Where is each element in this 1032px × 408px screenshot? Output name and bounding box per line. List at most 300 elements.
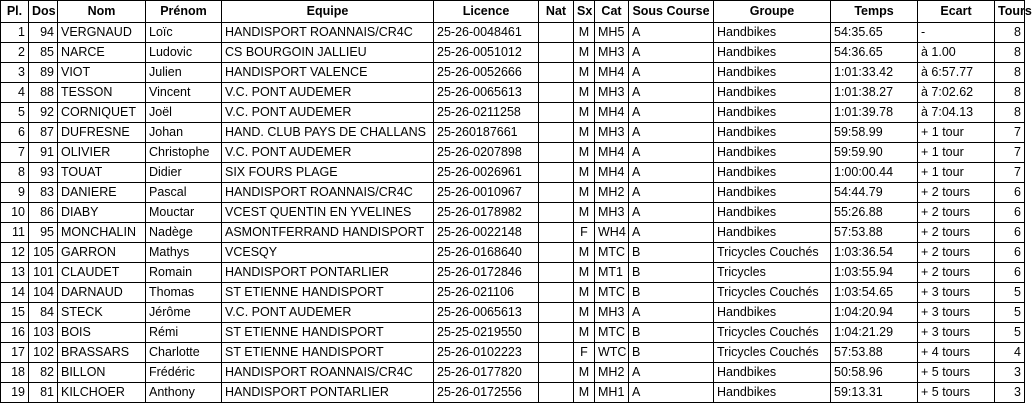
table-row (1, 343, 1025, 363)
cell-sx: M (574, 303, 595, 323)
cell-sous-course: A (629, 83, 714, 103)
cell-place: 4 (1, 83, 29, 103)
cell-ecart: + 2 tours (918, 263, 995, 283)
cell-nom: KILCHOER (58, 383, 146, 403)
cell-sx: M (574, 243, 595, 263)
table-row (1, 303, 1025, 323)
cell-prenom: Mathys (146, 243, 222, 263)
cell-groupe: Handbikes (714, 43, 831, 63)
cell-sous-course: A (629, 183, 714, 203)
cell-temps: 54:44.79 (831, 183, 918, 203)
cell-sous-course: A (629, 163, 714, 183)
cell-sous-course: A (629, 203, 714, 223)
cell-nat (539, 103, 574, 123)
cell-groupe: Handbikes (714, 183, 831, 203)
cell-licence: 25-26-0048461 (434, 23, 539, 43)
cell-licence: 25-26-0026961 (434, 163, 539, 183)
cell-groupe: Handbikes (714, 203, 831, 223)
cell-cat: WH4 (595, 223, 629, 243)
cell-dos: 87 (29, 123, 58, 143)
cell-tours: 6 (995, 183, 1025, 203)
cell-place: 6 (1, 123, 29, 143)
cell-place: 3 (1, 63, 29, 83)
cell-dos: 105 (29, 243, 58, 263)
cell-prenom: Nadège (146, 223, 222, 243)
cell-equipe: V.C. PONT AUDEMER (222, 143, 434, 163)
cell-temps: 59:13.31 (831, 383, 918, 403)
cell-equipe: HAND. CLUB PAYS DE CHALLANS (222, 123, 434, 143)
cell-cat: MH3 (595, 43, 629, 63)
cell-nat (539, 23, 574, 43)
cell-place: 18 (1, 363, 29, 383)
results-body (1, 23, 1025, 403)
cell-dos: 104 (29, 283, 58, 303)
cell-tours: 7 (995, 143, 1025, 163)
cell-ecart: + 3 tours (918, 283, 995, 303)
cell-cat: MTC (595, 283, 629, 303)
cell-ecart: + 2 tours (918, 183, 995, 203)
cell-sous-course: A (629, 23, 714, 43)
cell-temps: 1:04:20.94 (831, 303, 918, 323)
cell-ecart: + 2 tours (918, 223, 995, 243)
cell-nat (539, 163, 574, 183)
cell-nom: CORNIQUET (58, 103, 146, 123)
cell-groupe: Tricycles Couchés (714, 343, 831, 363)
cell-ecart: + 1 tour (918, 143, 995, 163)
col-header-sous-course: Sous Course (629, 1, 714, 23)
cell-tours: 8 (995, 43, 1025, 63)
cell-prenom: Rémi (146, 323, 222, 343)
cell-place: 9 (1, 183, 29, 203)
cell-sous-course: A (629, 143, 714, 163)
cell-tours: 5 (995, 283, 1025, 303)
table-row (1, 63, 1025, 83)
cell-equipe: HANDISPORT VALENCE (222, 63, 434, 83)
table-row (1, 183, 1025, 203)
cell-place: 17 (1, 343, 29, 363)
cell-prenom: Vincent (146, 83, 222, 103)
cell-ecart: à 1.00 (918, 43, 995, 63)
cell-licence: 25-26-0172556 (434, 383, 539, 403)
cell-prenom: Loïc (146, 23, 222, 43)
cell-ecart: à 7:04.13 (918, 103, 995, 123)
cell-dos: 94 (29, 23, 58, 43)
cell-prenom: Didier (146, 163, 222, 183)
cell-groupe: Handbikes (714, 123, 831, 143)
cell-cat: MH4 (595, 63, 629, 83)
cell-groupe: Handbikes (714, 83, 831, 103)
cell-licence: 25-26-0102223 (434, 343, 539, 363)
cell-sous-course: B (629, 283, 714, 303)
cell-groupe: Handbikes (714, 363, 831, 383)
cell-dos: 103 (29, 323, 58, 343)
cell-temps: 55:26.88 (831, 203, 918, 223)
cell-sous-course: B (629, 343, 714, 363)
cell-sous-course: B (629, 323, 714, 343)
cell-equipe: ST ETIENNE HANDISPORT (222, 343, 434, 363)
cell-prenom: Frédéric (146, 363, 222, 383)
cell-groupe: Handbikes (714, 223, 831, 243)
cell-tours: 5 (995, 323, 1025, 343)
cell-ecart: + 2 tours (918, 243, 995, 263)
table-row (1, 103, 1025, 123)
cell-dos: 95 (29, 223, 58, 243)
cell-equipe: SIX FOURS PLAGE (222, 163, 434, 183)
cell-equipe: V.C. PONT AUDEMER (222, 103, 434, 123)
col-header-temps: Temps (831, 1, 918, 23)
cell-nat (539, 243, 574, 263)
cell-ecart: + 2 tours (918, 203, 995, 223)
cell-equipe: V.C. PONT AUDEMER (222, 303, 434, 323)
cell-sx: M (574, 23, 595, 43)
cell-tours: 6 (995, 203, 1025, 223)
table-row (1, 243, 1025, 263)
cell-sx: M (574, 63, 595, 83)
col-header-dos: Dos (29, 1, 58, 23)
cell-prenom: Anthony (146, 383, 222, 403)
cell-sx: M (574, 123, 595, 143)
cell-tours: 8 (995, 23, 1025, 43)
cell-sous-course: A (629, 43, 714, 63)
cell-equipe: HANDISPORT ROANNAIS/CR4C (222, 183, 434, 203)
cell-ecart: à 7:02.62 (918, 83, 995, 103)
cell-dos: 101 (29, 263, 58, 283)
cell-dos: 85 (29, 43, 58, 63)
cell-sous-course: A (629, 103, 714, 123)
cell-nom: OLIVIER (58, 143, 146, 163)
cell-ecart: + 1 tour (918, 163, 995, 183)
cell-place: 2 (1, 43, 29, 63)
cell-nom: VERGNAUD (58, 23, 146, 43)
cell-sx: M (574, 103, 595, 123)
cell-temps: 1:01:39.78 (831, 103, 918, 123)
cell-ecart: + 4 tours (918, 343, 995, 363)
cell-nat (539, 63, 574, 83)
cell-prenom: Romain (146, 263, 222, 283)
cell-nat (539, 343, 574, 363)
cell-dos: 81 (29, 383, 58, 403)
cell-tours: 5 (995, 303, 1025, 323)
cell-nom: CLAUDET (58, 263, 146, 283)
cell-nat (539, 83, 574, 103)
cell-place: 12 (1, 243, 29, 263)
cell-equipe: ST ETIENNE HANDISPORT (222, 323, 434, 343)
cell-place: 7 (1, 143, 29, 163)
cell-equipe: ST ETIENNE HANDISPORT (222, 283, 434, 303)
cell-place: 10 (1, 203, 29, 223)
cell-ecart: + 5 tours (918, 363, 995, 383)
col-header-sx: Sx (574, 1, 595, 23)
cell-place: 15 (1, 303, 29, 323)
cell-nat (539, 363, 574, 383)
cell-groupe: Tricycles (714, 263, 831, 283)
table-row (1, 363, 1025, 383)
cell-cat: MH3 (595, 83, 629, 103)
cell-groupe: Handbikes (714, 103, 831, 123)
cell-nat (539, 143, 574, 163)
cell-ecart: + 3 tours (918, 323, 995, 343)
cell-cat: MH4 (595, 103, 629, 123)
cell-sx: M (574, 263, 595, 283)
cell-licence: 25-26-0010967 (434, 183, 539, 203)
cell-cat: MH3 (595, 203, 629, 223)
cell-ecart: + 5 tours (918, 383, 995, 403)
cell-ecart: + 1 tour (918, 123, 995, 143)
cell-groupe: Handbikes (714, 63, 831, 83)
table-row (1, 223, 1025, 243)
table-row (1, 143, 1025, 163)
cell-cat: MTC (595, 323, 629, 343)
cell-licence: 25-26-0022148 (434, 223, 539, 243)
cell-cat: WTC (595, 343, 629, 363)
cell-temps: 1:03:36.54 (831, 243, 918, 263)
cell-prenom: Johan (146, 123, 222, 143)
cell-licence: 25-26-0178982 (434, 203, 539, 223)
cell-cat: MH2 (595, 183, 629, 203)
cell-sx: M (574, 163, 595, 183)
cell-nat (539, 123, 574, 143)
cell-nat (539, 43, 574, 63)
cell-dos: 89 (29, 63, 58, 83)
cell-cat: MH4 (595, 143, 629, 163)
table-row (1, 263, 1025, 283)
cell-prenom: Thomas (146, 283, 222, 303)
cell-prenom: Pascal (146, 183, 222, 203)
cell-groupe: Tricycles Couchés (714, 243, 831, 263)
cell-equipe: HANDISPORT ROANNAIS/CR4C (222, 363, 434, 383)
cell-licence: 25-25-0219550 (434, 323, 539, 343)
cell-sous-course: B (629, 243, 714, 263)
cell-sx: M (574, 323, 595, 343)
cell-cat: MH3 (595, 303, 629, 323)
cell-dos: 88 (29, 83, 58, 103)
cell-groupe: Handbikes (714, 303, 831, 323)
cell-dos: 82 (29, 363, 58, 383)
cell-sx: M (574, 83, 595, 103)
col-header-place: Pl. (1, 1, 29, 23)
cell-sx: M (574, 143, 595, 163)
cell-groupe: Tricycles Couchés (714, 323, 831, 343)
table-row (1, 203, 1025, 223)
cell-nom: NARCE (58, 43, 146, 63)
cell-equipe: V.C. PONT AUDEMER (222, 83, 434, 103)
cell-licence: 25-26-0065613 (434, 83, 539, 103)
cell-licence: 25-26-0051012 (434, 43, 539, 63)
cell-place: 1 (1, 23, 29, 43)
cell-equipe: HANDISPORT PONTARLIER (222, 383, 434, 403)
cell-prenom: Ludovic (146, 43, 222, 63)
cell-sous-course: A (629, 123, 714, 143)
cell-place: 19 (1, 383, 29, 403)
cell-groupe: Handbikes (714, 143, 831, 163)
cell-tours: 8 (995, 63, 1025, 83)
cell-tours: 3 (995, 383, 1025, 403)
cell-sx: M (574, 363, 595, 383)
cell-sx: F (574, 343, 595, 363)
cell-licence: 25-26-0177820 (434, 363, 539, 383)
header-row (1, 1, 1025, 23)
cell-sx: M (574, 203, 595, 223)
cell-prenom: Julien (146, 63, 222, 83)
cell-sous-course: A (629, 303, 714, 323)
cell-licence: 25-26-0172846 (434, 263, 539, 283)
cell-equipe: ASMONTFERRAND HANDISPORT (222, 223, 434, 243)
cell-prenom: Christophe (146, 143, 222, 163)
cell-cat: MH5 (595, 23, 629, 43)
cell-temps: 59:59.90 (831, 143, 918, 163)
cell-groupe: Tricycles Couchés (714, 283, 831, 303)
cell-sx: M (574, 183, 595, 203)
cell-temps: 1:03:54.65 (831, 283, 918, 303)
cell-cat: MH3 (595, 123, 629, 143)
col-header-licence: Licence (434, 1, 539, 23)
col-header-nom: Nom (58, 1, 146, 23)
cell-nat (539, 223, 574, 243)
cell-licence: 25-26-0168640 (434, 243, 539, 263)
col-header-equipe: Equipe (222, 1, 434, 23)
cell-nom: TOUAT (58, 163, 146, 183)
cell-licence: 25-26-0065613 (434, 303, 539, 323)
cell-temps: 54:35.65 (831, 23, 918, 43)
cell-nom: DUFRESNE (58, 123, 146, 143)
cell-nat (539, 383, 574, 403)
cell-tours: 8 (995, 83, 1025, 103)
cell-cat: MTC (595, 243, 629, 263)
cell-licence: 25-26-0052666 (434, 63, 539, 83)
table-row (1, 323, 1025, 343)
cell-tours: 8 (995, 103, 1025, 123)
cell-nat (539, 203, 574, 223)
cell-dos: 93 (29, 163, 58, 183)
cell-dos: 86 (29, 203, 58, 223)
cell-sx: F (574, 223, 595, 243)
cell-tours: 4 (995, 343, 1025, 363)
cell-temps: 57:53.88 (831, 343, 918, 363)
cell-nom: BILLON (58, 363, 146, 383)
cell-place: 5 (1, 103, 29, 123)
cell-nat (539, 183, 574, 203)
cell-ecart: + 3 tours (918, 303, 995, 323)
cell-cat: MH1 (595, 383, 629, 403)
cell-temps: 59:58.99 (831, 123, 918, 143)
cell-groupe: Handbikes (714, 383, 831, 403)
col-header-cat: Cat (595, 1, 629, 23)
cell-sous-course: B (629, 263, 714, 283)
cell-nom: DIABY (58, 203, 146, 223)
cell-tours: 7 (995, 123, 1025, 143)
cell-nom: BRASSARS (58, 343, 146, 363)
cell-temps: 54:36.65 (831, 43, 918, 63)
cell-licence: 25-26-0207898 (434, 143, 539, 163)
cell-equipe: CS BOURGOIN JALLIEU (222, 43, 434, 63)
cell-place: 11 (1, 223, 29, 243)
cell-cat: MH4 (595, 163, 629, 183)
cell-nom: BOIS (58, 323, 146, 343)
cell-nom: DANIERE (58, 183, 146, 203)
col-header-prenom: Prénom (146, 1, 222, 23)
col-header-nat: Nat (539, 1, 574, 23)
cell-tours: 6 (995, 263, 1025, 283)
cell-sous-course: A (629, 383, 714, 403)
cell-dos: 92 (29, 103, 58, 123)
cell-place: 14 (1, 283, 29, 303)
cell-temps: 1:01:33.42 (831, 63, 918, 83)
cell-dos: 84 (29, 303, 58, 323)
cell-place: 13 (1, 263, 29, 283)
cell-nat (539, 323, 574, 343)
table-row (1, 123, 1025, 143)
cell-nat (539, 303, 574, 323)
cell-sx: M (574, 383, 595, 403)
cell-temps: 57:53.88 (831, 223, 918, 243)
cell-prenom: Mouctar (146, 203, 222, 223)
cell-temps: 1:01:38.27 (831, 83, 918, 103)
cell-sous-course: A (629, 363, 714, 383)
cell-groupe: Handbikes (714, 163, 831, 183)
cell-dos: 83 (29, 183, 58, 203)
cell-licence: 25-26-0211258 (434, 103, 539, 123)
cell-tours: 6 (995, 243, 1025, 263)
cell-sx: M (574, 283, 595, 303)
cell-temps: 1:04:21.29 (831, 323, 918, 343)
cell-sous-course: A (629, 63, 714, 83)
cell-licence: 25-260187661 (434, 123, 539, 143)
table-row (1, 83, 1025, 103)
cell-nom: DARNAUD (58, 283, 146, 303)
cell-tours: 6 (995, 223, 1025, 243)
cell-cat: MT1 (595, 263, 629, 283)
cell-place: 8 (1, 163, 29, 183)
cell-cat: MH2 (595, 363, 629, 383)
cell-temps: 1:00:00.44 (831, 163, 918, 183)
cell-equipe: HANDISPORT ROANNAIS/CR4C (222, 23, 434, 43)
cell-nom: MONCHALIN (58, 223, 146, 243)
cell-nat (539, 283, 574, 303)
col-header-tours: Tours (995, 1, 1025, 23)
cell-nom: STECK (58, 303, 146, 323)
cell-groupe: Handbikes (714, 23, 831, 43)
table-row (1, 283, 1025, 303)
cell-equipe: VCEST QUENTIN EN YVELINES (222, 203, 434, 223)
cell-dos: 91 (29, 143, 58, 163)
cell-ecart: à 6:57.77 (918, 63, 995, 83)
cell-ecart: - (918, 23, 995, 43)
cell-prenom: Jérôme (146, 303, 222, 323)
table-row (1, 43, 1025, 63)
cell-tours: 3 (995, 363, 1025, 383)
cell-sous-course: A (629, 223, 714, 243)
col-header-ecart: Ecart (918, 1, 995, 23)
cell-temps: 50:58.96 (831, 363, 918, 383)
cell-tours: 7 (995, 163, 1025, 183)
cell-equipe: VCESQY (222, 243, 434, 263)
cell-nom: TESSON (58, 83, 146, 103)
table-row (1, 383, 1025, 403)
col-header-groupe: Groupe (714, 1, 831, 23)
cell-nom: VIOT (58, 63, 146, 83)
table-row (1, 23, 1025, 43)
cell-place: 16 (1, 323, 29, 343)
cell-licence: 25-26-021106 (434, 283, 539, 303)
cell-nat (539, 263, 574, 283)
cell-prenom: Charlotte (146, 343, 222, 363)
cell-temps: 1:03:55.94 (831, 263, 918, 283)
cell-prenom: Joël (146, 103, 222, 123)
table-row (1, 163, 1025, 183)
cell-nom: GARRON (58, 243, 146, 263)
cell-sx: M (574, 43, 595, 63)
cell-equipe: HANDISPORT PONTARLIER (222, 263, 434, 283)
